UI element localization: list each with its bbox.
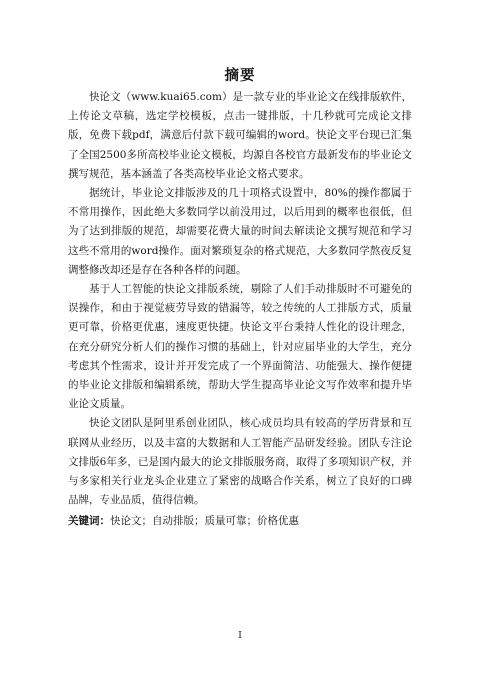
paragraph-intro: 快论文（www.kuai65.com）是一款专业的毕业论文在线排版软件，上传论文草稿，选定学校模板，点击一键排版，十几秒就可完成论文排版，免费下载pdf，满意后付款下载可编辑的word。快论文平台现已汇集了全国2500多所高校毕业论文模板，均源自各校官方最新发布的毕业论文撰写规范，基本涵盖了各类高校毕业论文格式要求。 bbox=[68, 91, 412, 180]
abstract-title: 摘要 bbox=[224, 67, 256, 84]
keywords-label: 关键词： bbox=[68, 515, 110, 528]
paragraph-team: 快论文团队是阿里系创业团队，核心成员均具有较高的学历背景和互联网从业经历，以及丰富的大数据和人工智能产品研发经验。团队专注论文排版6年多，已是国内最大的论文排版服务商，取得了多项知识产权，并与多家相关行业龙头企业建立了紧密的战略合作关系，树立了良好的口碑品牌，专业品质，值得信赖。 bbox=[68, 417, 412, 507]
paragraph-ai-system: 基于人工智能的快论文排版系统，剔除了人们手动排版时不可避免的误操作，和由于视觉疲劳导致的错漏等，较之传统的人工排版方式，质量更可靠，价格更优惠，速度更快捷。快论文平台秉持人性化的设计理念，在充分研究分析人们的操作习惯的基础上，针对应届毕业的大学生，充分考虑其个性需求，设计并开发完成了一个界面简洁、功能强大、操作便捷的毕业论文排版和编辑系统，帮助大学生提高毕业论文写作效率和提升毕业论文质量。 bbox=[68, 283, 412, 411]
page-number: I bbox=[238, 631, 242, 641]
keywords-line bbox=[68, 512, 412, 531]
keywords-text: 快论文；自动排版；质量可靠；价格优惠 bbox=[110, 515, 299, 528]
abstract-body bbox=[68, 88, 412, 532]
paragraph-statistics: 据统计，毕业论文排版涉及的几十项格式设置中，80%的操作都属于不常用操作，因此绝大多数同学以前没用过，以后用到的概率也很低，但为了达到排版的规范，却需要花费大量的时间去解读论文撰写规范和学习这些不常用的word操作。面对繁琐复杂的格式规范，大多数同学熬夜反复调整修改却还是存在各种各样的问题。 bbox=[68, 187, 412, 276]
